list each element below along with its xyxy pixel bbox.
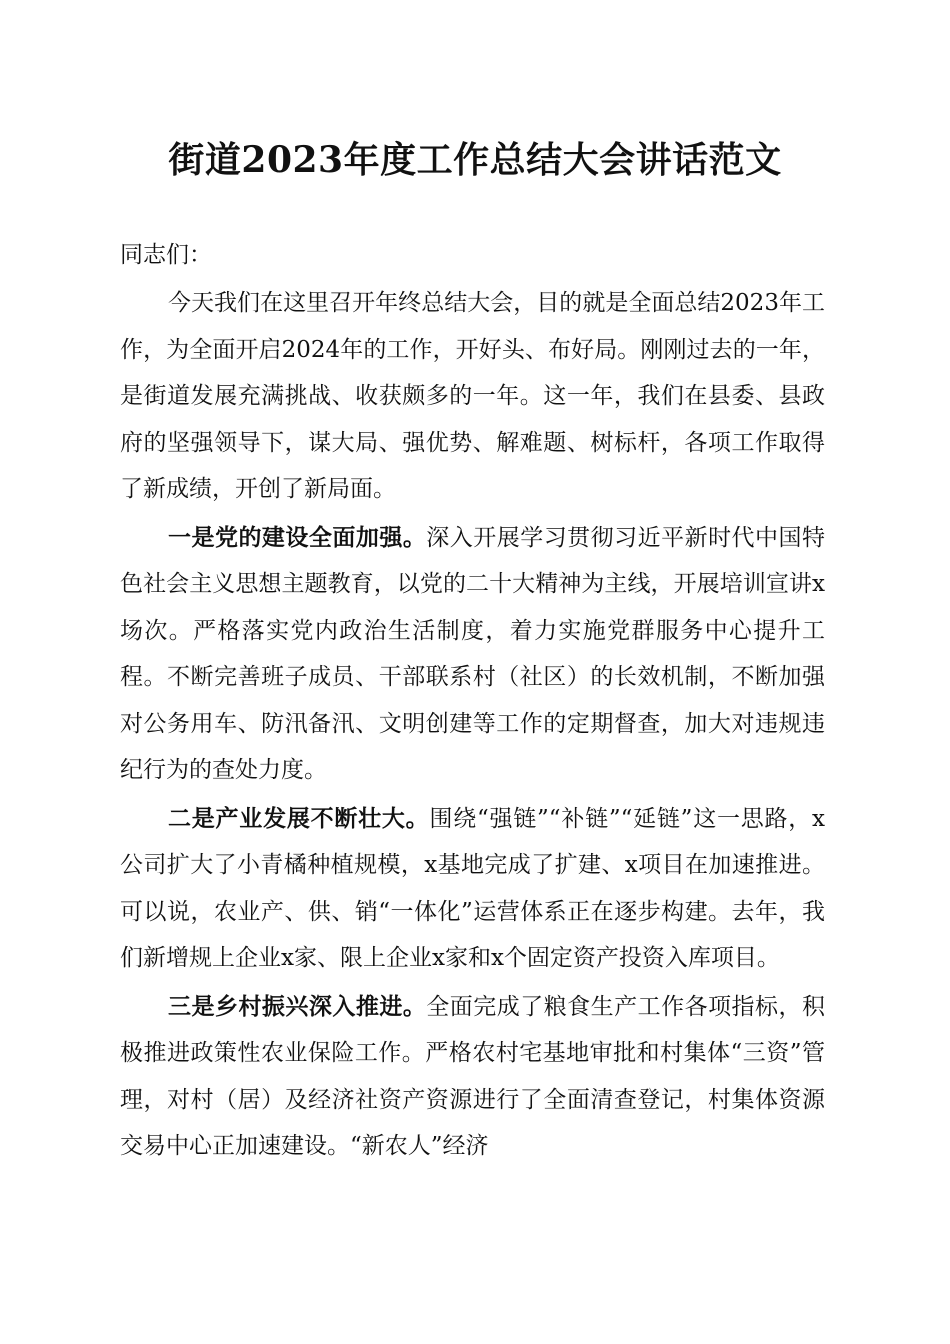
section-paragraph-3 xyxy=(120,984,825,1170)
section-paragraph-2 xyxy=(120,796,825,982)
document-body xyxy=(120,230,825,1170)
section-text-1: 深入开展学习贯彻习近平新时代中国特色社会主义思想主题教育，以党的二十大精神为主线，开展培训宣讲x场次。严格落实党内政治生活制度，着力实施党群服务中心提升工程。不断完善班子成员、干部联系村（社区）的长效机制，不断加强对公务用车、防汛备汛、文明创建等工作的定期督查，加大对违规违纪行为的查处力度。 xyxy=(120,524,826,783)
salutation: 同志们： xyxy=(120,242,212,268)
section-paragraph-1 xyxy=(120,515,825,794)
section-lead-3: 三是乡村振兴深入推进。 xyxy=(168,992,427,1020)
section-text-2: 围绕“强链”“补链”“延链”这一思路，x公司扩大了小青橘种植规模，x基地完成了扩建、x项目在加速推进。可以说，农业产、供、销“一体化”运营体系正在逐步构建。去年，我们新增规上企业x家、限上企业x家和x个固定资产投资入库项目。 xyxy=(120,805,825,971)
intro-paragraph: 今天我们在这里召开年终总结大会，目的就是全面总结2023年工作，为全面开启2024年的工作，开好头、布好局。刚刚过去的一年，是街道发展充满挑战、收获颇多的一年。这一年，我们在县委、县政府的坚强领导下，谋大局、强优势、解难题、树标杆，各项工作取得了新成绩，开创了新局面。 xyxy=(120,290,825,502)
section-text-3: 全面完成了粮食生产工作各项指标，积极推进政策性农业保险工作。严格农村宅基地审批和村集体“三资”管理，对村（居）及经济社资产资源进行了全面清查登记，村集体资源交易中心正加速建设。“新农人”经济 xyxy=(120,993,826,1159)
document-title: 街道2023年度工作总结大会讲话范文 xyxy=(168,139,782,181)
section-lead-2: 二是产业发展不断壮大。 xyxy=(168,804,430,832)
section-lead-1: 一是党的建设全面加强。 xyxy=(168,523,427,551)
